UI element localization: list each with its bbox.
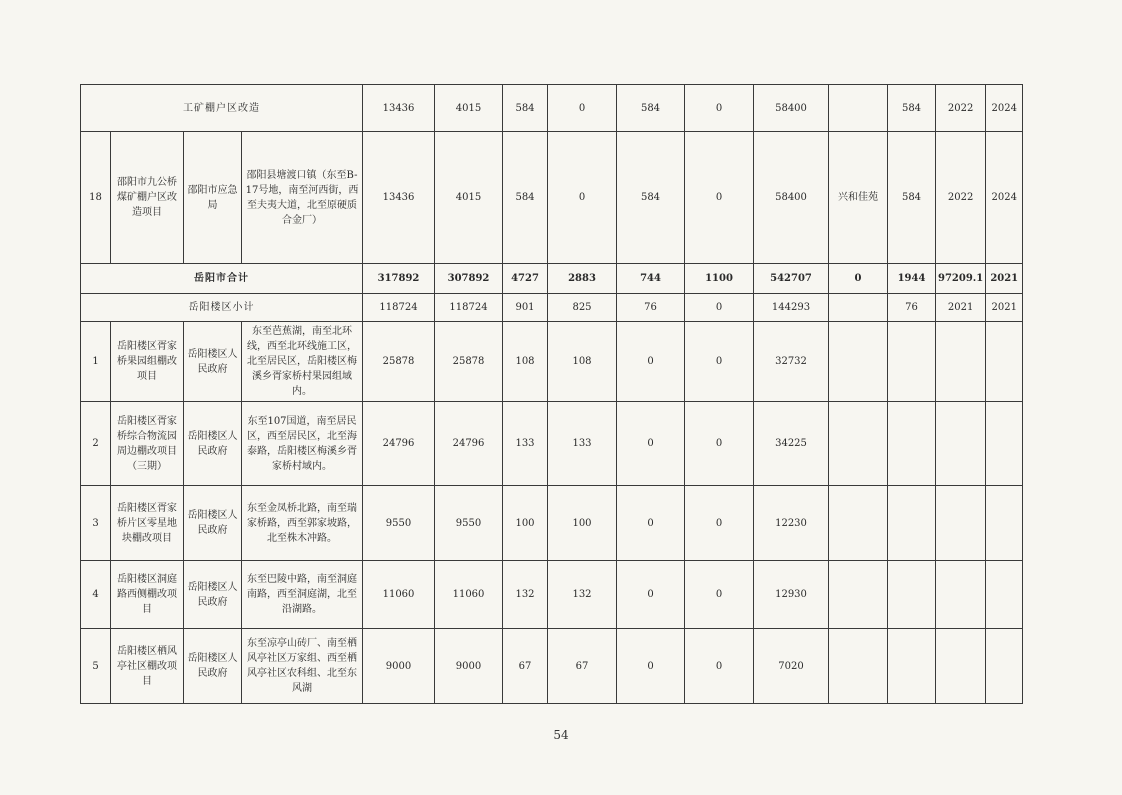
value-cell: 0 (548, 85, 617, 132)
value-cell: 58400 (754, 132, 829, 264)
value-cell: 12230 (754, 486, 829, 561)
table-row (81, 85, 1023, 132)
value-cell: 4015 (435, 85, 503, 132)
value-cell: 108 (548, 322, 617, 402)
table-row (81, 294, 1023, 322)
value-cell: 11060 (435, 561, 503, 629)
value-cell: 584 (503, 132, 548, 264)
value-cell: 4727 (503, 264, 548, 294)
value-cell: 9550 (435, 486, 503, 561)
housing-project-table (80, 84, 1023, 704)
row-number: 3 (81, 486, 111, 561)
responsible-unit: 岳阳楼区人民政府 (184, 486, 242, 561)
row-number: 4 (81, 561, 111, 629)
value-cell: 9000 (363, 629, 435, 704)
value-cell (986, 629, 1023, 704)
value-cell: 132 (503, 561, 548, 629)
project-location: 东至金凤桥北路，南至瑞家桥路，西至郭家坡路，北至株木冲路。 (242, 486, 363, 561)
value-cell: 584 (617, 85, 685, 132)
value-cell (936, 402, 986, 486)
value-cell: 0 (617, 486, 685, 561)
table-row (81, 402, 1023, 486)
value-cell: 542707 (754, 264, 829, 294)
value-cell (986, 322, 1023, 402)
value-cell: 97209.1 (936, 264, 986, 294)
project-name: 岳阳楼区胥家桥果园组棚改项目 (111, 322, 184, 402)
value-cell: 144293 (754, 294, 829, 322)
value-cell: 584 (617, 132, 685, 264)
value-cell: 2022 (936, 132, 986, 264)
value-cell: 584 (888, 85, 936, 132)
value-cell: 76 (888, 294, 936, 322)
table-row (81, 629, 1023, 704)
value-cell: 0 (685, 402, 754, 486)
value-cell: 0 (685, 629, 754, 704)
summary-label: 岳阳市合计 (81, 264, 363, 294)
value-cell: 133 (503, 402, 548, 486)
responsible-unit: 岳阳楼区人民政府 (184, 629, 242, 704)
value-cell: 0 (685, 322, 754, 402)
value-cell (936, 486, 986, 561)
value-cell: 67 (503, 629, 548, 704)
project-name: 岳阳楼区栖风亭社区棚改项目 (111, 629, 184, 704)
value-cell (936, 322, 986, 402)
project-location: 东至凉亭山砖厂、南至栖风亭社区万家组、西至栖风亭社区农科组、北至东风湖 (242, 629, 363, 704)
table-row (81, 486, 1023, 561)
value-cell (888, 629, 936, 704)
value-cell: 兴和佳苑 (829, 132, 888, 264)
value-cell: 24796 (435, 402, 503, 486)
value-cell (936, 629, 986, 704)
value-cell: 32732 (754, 322, 829, 402)
value-cell: 2883 (548, 264, 617, 294)
project-location: 东至巴陵中路，南至洞庭南路，西至洞庭湖，北至沿湖路。 (242, 561, 363, 629)
summary-label: 岳阳楼区小计 (81, 294, 363, 322)
value-cell (829, 402, 888, 486)
value-cell: 901 (503, 294, 548, 322)
value-cell: 307892 (435, 264, 503, 294)
value-cell: 0 (617, 561, 685, 629)
value-cell: 9550 (363, 486, 435, 561)
value-cell: 2022 (936, 85, 986, 132)
row-number: 18 (81, 132, 111, 264)
value-cell (888, 322, 936, 402)
value-cell: 744 (617, 264, 685, 294)
responsible-unit: 岳阳楼区人民政府 (184, 402, 242, 486)
value-cell: 0 (548, 132, 617, 264)
value-cell: 0 (685, 486, 754, 561)
value-cell: 584 (888, 132, 936, 264)
value-cell: 2021 (936, 294, 986, 322)
table-row (81, 561, 1023, 629)
value-cell: 13436 (363, 85, 435, 132)
value-cell: 0 (685, 85, 754, 132)
value-cell: 133 (548, 402, 617, 486)
value-cell: 11060 (363, 561, 435, 629)
value-cell: 825 (548, 294, 617, 322)
value-cell: 100 (503, 486, 548, 561)
row-number: 2 (81, 402, 111, 486)
value-cell (936, 561, 986, 629)
value-cell: 25878 (363, 322, 435, 402)
value-cell: 0 (617, 402, 685, 486)
value-cell: 317892 (363, 264, 435, 294)
value-cell: 118724 (435, 294, 503, 322)
value-cell: 4015 (435, 132, 503, 264)
responsible-unit: 岳阳楼区人民政府 (184, 561, 242, 629)
value-cell: 58400 (754, 85, 829, 132)
page-number: 54 (553, 728, 569, 742)
value-cell: 7020 (754, 629, 829, 704)
value-cell: 34225 (754, 402, 829, 486)
value-cell: 0 (829, 264, 888, 294)
value-cell: 0 (617, 629, 685, 704)
value-cell: 132 (548, 561, 617, 629)
value-cell: 0 (685, 294, 754, 322)
row-number: 5 (81, 629, 111, 704)
value-cell: 584 (503, 85, 548, 132)
value-cell: 1100 (685, 264, 754, 294)
row-number: 1 (81, 322, 111, 402)
value-cell (888, 402, 936, 486)
table-row (81, 132, 1023, 264)
value-cell (986, 561, 1023, 629)
value-cell: 0 (617, 322, 685, 402)
value-cell: 108 (503, 322, 548, 402)
responsible-unit: 邵阳市应急局 (184, 132, 242, 264)
value-cell: 118724 (363, 294, 435, 322)
summary-label: 工矿棚户区改造 (81, 85, 363, 132)
project-name: 岳阳楼区胥家桥片区零星地块棚改项目 (111, 486, 184, 561)
value-cell (829, 85, 888, 132)
value-cell: 2021 (986, 264, 1023, 294)
value-cell: 9000 (435, 629, 503, 704)
value-cell: 2024 (986, 85, 1023, 132)
value-cell: 2024 (986, 132, 1023, 264)
value-cell: 76 (617, 294, 685, 322)
project-name: 邵阳市九公桥煤矿棚户区改造项目 (111, 132, 184, 264)
value-cell: 12930 (754, 561, 829, 629)
value-cell (829, 294, 888, 322)
responsible-unit: 岳阳楼区人民政府 (184, 322, 242, 402)
value-cell (829, 486, 888, 561)
value-cell (829, 561, 888, 629)
table-row (81, 264, 1023, 294)
value-cell: 1944 (888, 264, 936, 294)
project-name: 岳阳楼区洞庭路西侧棚改项目 (111, 561, 184, 629)
value-cell (986, 486, 1023, 561)
project-location: 东至107国道，南至居民区，西至居民区，北至海泰路，岳阳楼区梅溪乡胥家桥村域内。 (242, 402, 363, 486)
value-cell: 100 (548, 486, 617, 561)
value-cell: 67 (548, 629, 617, 704)
project-location: 东至芭蕉湖，南至北环线，西至北环线施工区，北至居民区，岳阳楼区梅溪乡胥家桥村果园组域内。 (242, 322, 363, 402)
value-cell (829, 629, 888, 704)
value-cell: 25878 (435, 322, 503, 402)
value-cell (829, 322, 888, 402)
value-cell: 13436 (363, 132, 435, 264)
value-cell (986, 402, 1023, 486)
value-cell: 0 (685, 132, 754, 264)
value-cell: 2021 (986, 294, 1023, 322)
project-location: 邵阳县塘渡口镇（东至B-17号地，南至河西街，西至夫夷大道，北至原硬质合金厂） (242, 132, 363, 264)
value-cell: 24796 (363, 402, 435, 486)
value-cell (888, 561, 936, 629)
table-row (81, 322, 1023, 402)
value-cell: 0 (685, 561, 754, 629)
project-name: 岳阳楼区胥家桥综合物流园周边棚改项目（三期） (111, 402, 184, 486)
value-cell (888, 486, 936, 561)
